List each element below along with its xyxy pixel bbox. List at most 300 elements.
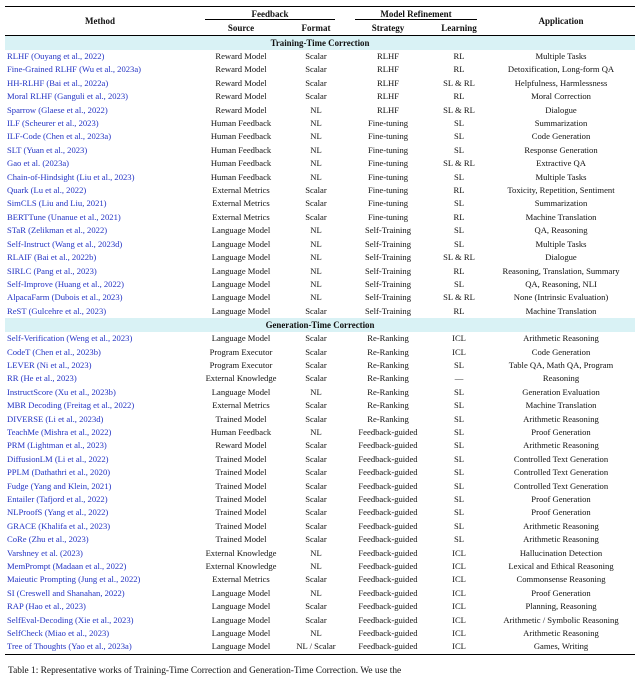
table-row: [5, 560, 635, 573]
method-citation-link[interactable]: LEVER (Ni et al., 2023): [7, 359, 92, 370]
refinement-strategy: Self-Training: [365, 238, 411, 249]
section-title: Training-Time Correction: [5, 36, 635, 51]
application: Proof Generation: [531, 587, 591, 598]
feedback-source: Program Executor: [209, 359, 273, 370]
method-citation-link[interactable]: PPLM (Dathathri et al., 2020): [7, 467, 111, 478]
refinement-strategy: RLHF: [377, 104, 399, 115]
refinement-learning: RL: [453, 185, 465, 196]
feedback-format: NL: [310, 587, 322, 598]
method-citation-link[interactable]: Moral RLHF (Ganguli et al., 2023): [7, 91, 129, 102]
feedback-format: Scalar: [305, 520, 327, 531]
application: Dialogue: [545, 104, 577, 115]
refinement-strategy: Fine-tuning: [367, 198, 409, 209]
refinement-learning: SL & RL: [443, 252, 475, 263]
table-row: [5, 493, 635, 506]
refinement-learning: ICL: [452, 333, 466, 344]
refinement-strategy: Re-Ranking: [367, 333, 409, 344]
table-header: [5, 7, 635, 36]
feedback-source: External Metrics: [212, 400, 270, 411]
feedback-source: Language Model: [211, 333, 271, 344]
refinement-strategy: Re-Ranking: [367, 400, 409, 411]
feedback-format: NL: [310, 426, 322, 437]
refinement-learning: SL: [453, 400, 465, 411]
feedback-format: Scalar: [305, 51, 327, 61]
application: Reasoning, Translation, Summary: [502, 265, 620, 276]
method-citation-link[interactable]: Chain-of-Hindsight (Liu et al., 2023): [7, 171, 135, 182]
refinement-learning: SL & RL: [443, 292, 475, 303]
feedback-source: Trained Model: [215, 453, 267, 464]
refinement-learning: ICL: [452, 641, 466, 652]
table-row: [5, 50, 635, 63]
application: Machine Translation: [525, 305, 597, 316]
table-row: [5, 386, 635, 399]
feedback-source: Language Model: [211, 614, 271, 625]
method-citation-link[interactable]: Tree of Thoughts (Yao et al., 2023a): [7, 641, 132, 652]
application: Toxicity, Repetition, Sentiment: [507, 185, 615, 196]
method-citation-link[interactable]: Maieutic Prompting (Jung et al., 2022): [7, 574, 141, 585]
feedback-format: NL: [310, 158, 322, 169]
refinement-learning: SL: [453, 238, 465, 249]
refinement-learning: SL & RL: [443, 77, 475, 88]
method-citation-link[interactable]: PRM (Lightman et al., 2023): [7, 440, 107, 451]
refinement-learning: SL: [453, 144, 465, 155]
col-group-model-refinement: Model Refinement: [345, 7, 487, 22]
application: Lexical and Ethical Reasoning: [508, 561, 614, 572]
table-row: [5, 117, 635, 130]
feedback-source: External Knowledge: [205, 547, 277, 558]
feedback-source: Reward Model: [215, 64, 267, 75]
refinement-strategy: Fine-tuning: [367, 211, 409, 222]
feedback-format: Scalar: [305, 507, 327, 518]
method-citation-link[interactable]: InstructScore (Xu et al., 2023b): [7, 386, 116, 397]
method-citation-link[interactable]: RAP (Hao et al., 2023): [7, 601, 86, 612]
header-group-row: [5, 7, 635, 22]
feedback-format: NL: [310, 171, 322, 182]
feedback-format: Scalar: [305, 185, 327, 196]
feedback-format: NL: [310, 278, 322, 289]
feedback-format: Scalar: [305, 373, 327, 384]
refinement-strategy: Feedback-guided: [358, 534, 418, 545]
feedback-format: Scalar: [305, 453, 327, 464]
application: Controlled Text Generation: [513, 480, 609, 491]
feedback-source: Language Model: [211, 641, 271, 652]
application: Extractive QA: [536, 158, 586, 169]
feedback-format: NL: [310, 292, 322, 303]
feedback-source: Human Feedback: [210, 171, 272, 182]
application: Controlled Text Generation: [513, 467, 609, 478]
feedback-source: Language Model: [211, 305, 271, 316]
table-row: [5, 278, 635, 291]
method-citation-link[interactable]: ILF-Code (Chen et al., 2023a): [7, 131, 112, 142]
feedback-source: Trained Model: [215, 413, 267, 424]
feedback-format: Scalar: [305, 480, 327, 491]
refinement-strategy: Feedback-guided: [358, 601, 418, 612]
feedback-source: Trained Model: [215, 467, 267, 478]
table-row: [5, 426, 635, 439]
application: Proof Generation: [531, 494, 591, 504]
method-citation-link[interactable]: Fine-Grained RLHF (Wu et al., 2023a): [7, 64, 142, 75]
application: Summarization: [534, 118, 588, 129]
method-citation-link[interactable]: Sparrow (Glaese et al., 2022): [7, 104, 108, 115]
refinement-learning: ICL: [452, 574, 466, 585]
feedback-format: NL: [310, 225, 322, 236]
refinement-learning: RL: [453, 265, 465, 276]
application: Summarization: [534, 198, 588, 209]
refinement-strategy: Fine-tuning: [367, 131, 409, 142]
refinement-learning: SL: [453, 440, 465, 451]
table-row: [5, 587, 635, 600]
refinement-learning: —: [454, 373, 464, 384]
refinement-learning: SL: [453, 534, 465, 545]
method-citation-link[interactable]: Self-Instruct (Wang et al., 2023d): [7, 238, 123, 249]
application: None (Intrinsic Evaluation): [513, 292, 609, 303]
method-citation-link[interactable]: Self-Improve (Huang et al., 2022): [7, 278, 124, 289]
col-header-learning: Learning: [431, 21, 487, 36]
refinement-learning: SL: [453, 413, 465, 424]
refinement-learning: SL: [453, 426, 465, 437]
method-citation-link[interactable]: AlpacaFarm (Dubois et al., 2023): [7, 292, 123, 303]
table-row: [5, 614, 635, 627]
refinement-learning: SL: [453, 171, 465, 182]
method-citation-link[interactable]: Self-Verification (Weng et al., 2023): [7, 333, 133, 344]
refinement-strategy: Feedback-guided: [358, 547, 418, 558]
application: Arithmetic Reasoning: [523, 628, 599, 639]
refinement-strategy: Re-Ranking: [367, 346, 409, 357]
table-row: [5, 63, 635, 76]
application: Detoxification, Long-form QA: [507, 64, 615, 75]
refinement-learning: SL: [453, 480, 465, 491]
application: Controlled Text Generation: [513, 453, 609, 464]
feedback-format: Scalar: [305, 534, 327, 545]
application: Moral Correction: [531, 91, 591, 102]
method-citation-link[interactable]: SelfEval-Decoding (Xie et al., 2023): [7, 614, 134, 625]
method-citation-link[interactable]: HH-RLHF (Bai et al., 2022a): [7, 77, 109, 88]
method-citation-link[interactable]: Gao et al. (2023a): [7, 158, 70, 169]
application: Generation Evaluation: [522, 386, 600, 397]
refinement-strategy: Fine-tuning: [367, 185, 409, 196]
application: Multiple Tasks: [535, 171, 587, 182]
section-header-row: [5, 318, 635, 332]
refinement-strategy: RLHF: [377, 64, 399, 75]
method-citation-link[interactable]: RLHF (Ouyang et al., 2022): [7, 51, 105, 61]
feedback-format: NL: [310, 547, 322, 558]
refinement-learning: SL: [453, 225, 465, 236]
table-row: [5, 251, 635, 264]
method-citation-link[interactable]: SIRLC (Pang et al., 2023): [7, 265, 97, 276]
method-citation-link[interactable]: DiffusionLM (Li et al., 2022): [7, 453, 109, 464]
application: Dialogue: [545, 252, 577, 263]
table-row: [5, 346, 635, 359]
feedback-format: Scalar: [305, 614, 327, 625]
application: Machine Translation: [525, 400, 597, 411]
method-citation-link[interactable]: BERTTune (Unanue et al., 2021): [7, 211, 121, 222]
application: Hallucination Detection: [519, 547, 603, 558]
method-citation-link[interactable]: DIVERSE (Li et al., 2023d): [7, 413, 104, 424]
refinement-strategy: Feedback-guided: [358, 628, 418, 639]
application: Arithmetic Reasoning: [523, 440, 599, 451]
feedback-source: Language Model: [211, 601, 271, 612]
refinement-strategy: RLHF: [377, 51, 399, 61]
table-row: [5, 157, 635, 170]
table-row: [5, 480, 635, 493]
refinement-learning: SL & RL: [443, 104, 475, 115]
refinement-strategy: RLHF: [377, 77, 399, 88]
table-row: [5, 372, 635, 385]
application: QA, Reasoning, NLI: [525, 278, 597, 289]
col-header-application: Application: [487, 7, 635, 36]
method-citation-link[interactable]: GRACE (Khalifa et al., 2023): [7, 520, 111, 531]
refinement-learning: SL: [453, 198, 465, 209]
table-row: [5, 211, 635, 224]
refinement-strategy: Feedback-guided: [358, 440, 418, 451]
feedback-format: Scalar: [305, 198, 327, 209]
table-row: [5, 413, 635, 426]
refinement-strategy: Fine-tuning: [367, 158, 409, 169]
refinement-strategy: Feedback-guided: [358, 494, 418, 504]
feedback-source: Language Model: [211, 278, 271, 289]
refinement-learning: RL: [453, 211, 465, 222]
feedback-source: Program Executor: [209, 346, 273, 357]
application: Code Generation: [531, 131, 591, 142]
refinement-strategy: Feedback-guided: [358, 614, 418, 625]
refinement-strategy: Self-Training: [365, 252, 411, 263]
feedback-source: Trained Model: [215, 494, 267, 504]
method-citation-link[interactable]: SimCLS (Liu and Liu, 2021): [7, 198, 107, 209]
table-body: [5, 36, 635, 655]
feedback-source: Human Feedback: [210, 144, 272, 155]
application: Arithmetic / Symbolic Reasoning: [503, 614, 619, 625]
refinement-strategy: Self-Training: [365, 305, 411, 316]
feedback-format: Scalar: [305, 467, 327, 478]
feedback-format: Scalar: [305, 494, 327, 504]
table-row: [5, 520, 635, 533]
application: Multiple Tasks: [535, 51, 587, 61]
table-row: [5, 184, 635, 197]
col-header-method: Method: [5, 7, 195, 36]
refinement-strategy: Feedback-guided: [358, 561, 418, 572]
method-citation-link[interactable]: ReST (Gulcehre et al., 2023): [7, 305, 107, 316]
table-caption: Table 1: Representative works of Training-Time Correction and Generation-Time Correction. We use the: [8, 665, 402, 676]
application: Arithmetic Reasoning: [523, 534, 599, 545]
table-row: [5, 144, 635, 157]
col-header-strategy: Strategy: [345, 21, 431, 36]
feedback-format: Scalar: [305, 574, 327, 585]
feedback-format: Scalar: [305, 211, 327, 222]
application: Reasoning: [542, 373, 580, 384]
feedback-format: Scalar: [305, 400, 327, 411]
section-header-row: [5, 36, 635, 51]
table-row: [5, 197, 635, 210]
feedback-source: Language Model: [211, 292, 271, 303]
feedback-source: Language Model: [211, 386, 271, 397]
feedback-format: NL: [310, 238, 322, 249]
feedback-source: Trained Model: [215, 480, 267, 491]
method-citation-link[interactable]: RLAIF (Bai et al., 2022b): [7, 252, 97, 263]
feedback-format: Scalar: [305, 91, 327, 102]
method-citation-link[interactable]: RR (He et al., 2023): [7, 373, 77, 384]
method-citation-link[interactable]: ILF (Scheurer et al., 2023): [7, 118, 99, 129]
application: Games, Writing: [533, 641, 589, 652]
application: Proof Generation: [531, 426, 591, 437]
refinement-learning: ICL: [452, 601, 466, 612]
refinement-learning: ICL: [452, 547, 466, 558]
refinement-learning: RL: [453, 91, 465, 102]
refinement-strategy: Feedback-guided: [358, 641, 418, 652]
application: Code Generation: [531, 346, 591, 357]
refinement-strategy: Re-Ranking: [367, 359, 409, 370]
table-row: [5, 466, 635, 479]
feedback-format: Scalar: [305, 359, 327, 370]
feedback-format: NL: [310, 265, 322, 276]
application: Machine Translation: [525, 211, 597, 222]
feedback-source: External Metrics: [212, 198, 270, 209]
method-citation-link[interactable]: TeachMe (Mishra et al., 2022): [7, 426, 112, 437]
method-citation-link[interactable]: STaR (Zelikman et al., 2022): [7, 225, 108, 236]
refinement-strategy: Feedback-guided: [358, 467, 418, 478]
table-row: [5, 265, 635, 278]
refinement-strategy: RLHF: [377, 91, 399, 102]
application: Arithmetic Reasoning: [523, 413, 599, 424]
feedback-source: Language Model: [211, 265, 271, 276]
feedback-format: Scalar: [305, 440, 327, 451]
application: Proof Generation: [531, 507, 591, 518]
refinement-learning: SL: [453, 386, 465, 397]
feedback-source: Trained Model: [215, 507, 267, 518]
method-citation-link[interactable]: Quark (Lu et al., 2022): [7, 185, 87, 196]
feedback-source: Human Feedback: [210, 426, 272, 437]
feedback-source: Reward Model: [215, 51, 267, 61]
refinement-strategy: Self-Training: [365, 292, 411, 303]
refinement-strategy: Self-Training: [365, 265, 411, 276]
refinement-learning: RL: [453, 305, 465, 316]
method-citation-link[interactable]: SelfCheck (Miao et al., 2023): [7, 628, 110, 639]
method-citation-link[interactable]: MemPrompt (Madaan et al., 2022): [7, 561, 127, 572]
refinement-learning: ICL: [452, 587, 466, 598]
refinement-strategy: Feedback-guided: [358, 480, 418, 491]
table-row: [5, 600, 635, 613]
feedback-source: Human Feedback: [210, 158, 272, 169]
refinement-strategy: Fine-tuning: [367, 171, 409, 182]
feedback-source: Trained Model: [215, 520, 267, 531]
table-row: [5, 547, 635, 560]
table-row: [5, 171, 635, 184]
refinement-learning: SL: [453, 278, 465, 289]
method-citation-link[interactable]: Varshney et al. (2023): [7, 547, 83, 558]
table-row: [5, 224, 635, 237]
table-row: [5, 104, 635, 117]
refinement-learning: RL: [453, 64, 465, 75]
table-row: [5, 627, 635, 640]
refinement-strategy: Feedback-guided: [358, 426, 418, 437]
feedback-format: Scalar: [305, 346, 327, 357]
refinement-learning: SL: [453, 453, 465, 464]
refinement-learning: ICL: [452, 628, 466, 639]
method-citation-link[interactable]: NLProofS (Yang et al., 2022): [7, 507, 109, 518]
table-row: [5, 640, 635, 654]
refinement-strategy: Re-Ranking: [367, 413, 409, 424]
method-citation-link[interactable]: MBR Decoding (Freitag et al., 2022): [7, 400, 135, 411]
feedback-source: Reward Model: [215, 91, 267, 102]
refinement-learning: SL: [453, 131, 465, 142]
feedback-source: Language Model: [211, 225, 271, 236]
refinement-strategy: Feedback-guided: [358, 520, 418, 531]
feedback-source: Language Model: [211, 238, 271, 249]
application: Commonsense Reasoning: [516, 574, 606, 585]
table-row: [5, 77, 635, 90]
refinement-learning: SL: [453, 494, 465, 504]
table-row: [5, 506, 635, 519]
feedback-source: External Metrics: [212, 211, 270, 222]
method-citation-link[interactable]: SI (Creswell and Shanahan, 2022): [7, 587, 125, 598]
application: Planning, Reasoning: [525, 601, 597, 612]
refinement-strategy: Re-Ranking: [367, 386, 409, 397]
table-row: [5, 453, 635, 466]
table-row: [5, 291, 635, 304]
col-header-source: Source: [195, 21, 287, 36]
feedback-format: Scalar: [305, 413, 327, 424]
feedback-source: External Knowledge: [205, 373, 277, 384]
feedback-format: NL: [310, 144, 322, 155]
refinement-learning: SL: [453, 359, 465, 370]
application: Helpfulness, Harmlessness: [514, 77, 608, 88]
refinement-learning: SL: [453, 467, 465, 478]
refinement-learning: RL: [453, 51, 465, 61]
application: Multiple Tasks: [535, 238, 587, 249]
method-citation-link[interactable]: SLT (Yuan et al., 2023): [7, 144, 88, 155]
feedback-source: Reward Model: [215, 104, 267, 115]
table-row: [5, 90, 635, 103]
refinement-strategy: Self-Training: [365, 278, 411, 289]
refinement-strategy: Feedback-guided: [358, 587, 418, 598]
feedback-format: NL: [310, 131, 322, 142]
refinement-learning: SL & RL: [443, 158, 475, 169]
refinement-strategy: Re-Ranking: [367, 373, 409, 384]
section-title: Generation-Time Correction: [5, 318, 635, 332]
method-citation-link[interactable]: CodeT (Chen et al., 2023b): [7, 346, 101, 357]
application: Arithmetic Reasoning: [523, 520, 599, 531]
table-row: [5, 439, 635, 452]
feedback-source: Language Model: [211, 628, 271, 639]
method-citation-link[interactable]: Fudge (Yang and Klein, 2021): [7, 480, 112, 491]
feedback-source: Reward Model: [215, 77, 267, 88]
refinement-learning: SL: [453, 520, 465, 531]
refinement-strategy: Feedback-guided: [358, 453, 418, 464]
refinement-learning: ICL: [452, 346, 466, 357]
table-row: [5, 533, 635, 546]
feedback-source: Language Model: [211, 587, 271, 598]
feedback-format: NL / Scalar: [296, 641, 336, 652]
refinement-learning: ICL: [452, 561, 466, 572]
table-row: [5, 332, 635, 345]
table-row: [5, 359, 635, 372]
refinement-strategy: Fine-tuning: [367, 144, 409, 155]
application: Response Generation: [524, 144, 598, 155]
feedback-source: External Metrics: [212, 185, 270, 196]
refinement-learning: SL: [453, 507, 465, 518]
method-citation-link[interactable]: CoRe (Zhu et al., 2023): [7, 534, 89, 545]
feedback-format: NL: [310, 104, 322, 115]
refinement-strategy: Self-Training: [365, 225, 411, 236]
method-citation-link[interactable]: Entailer (Tafjord et al., 2022): [7, 494, 108, 504]
feedback-format: Scalar: [305, 64, 327, 75]
feedback-source: Trained Model: [215, 534, 267, 545]
refinement-learning: ICL: [452, 614, 466, 625]
table-row: [5, 305, 635, 318]
table-row: [5, 573, 635, 586]
refinement-strategy: Feedback-guided: [358, 574, 418, 585]
feedback-format: Scalar: [305, 333, 327, 344]
feedback-source: Human Feedback: [210, 131, 272, 142]
